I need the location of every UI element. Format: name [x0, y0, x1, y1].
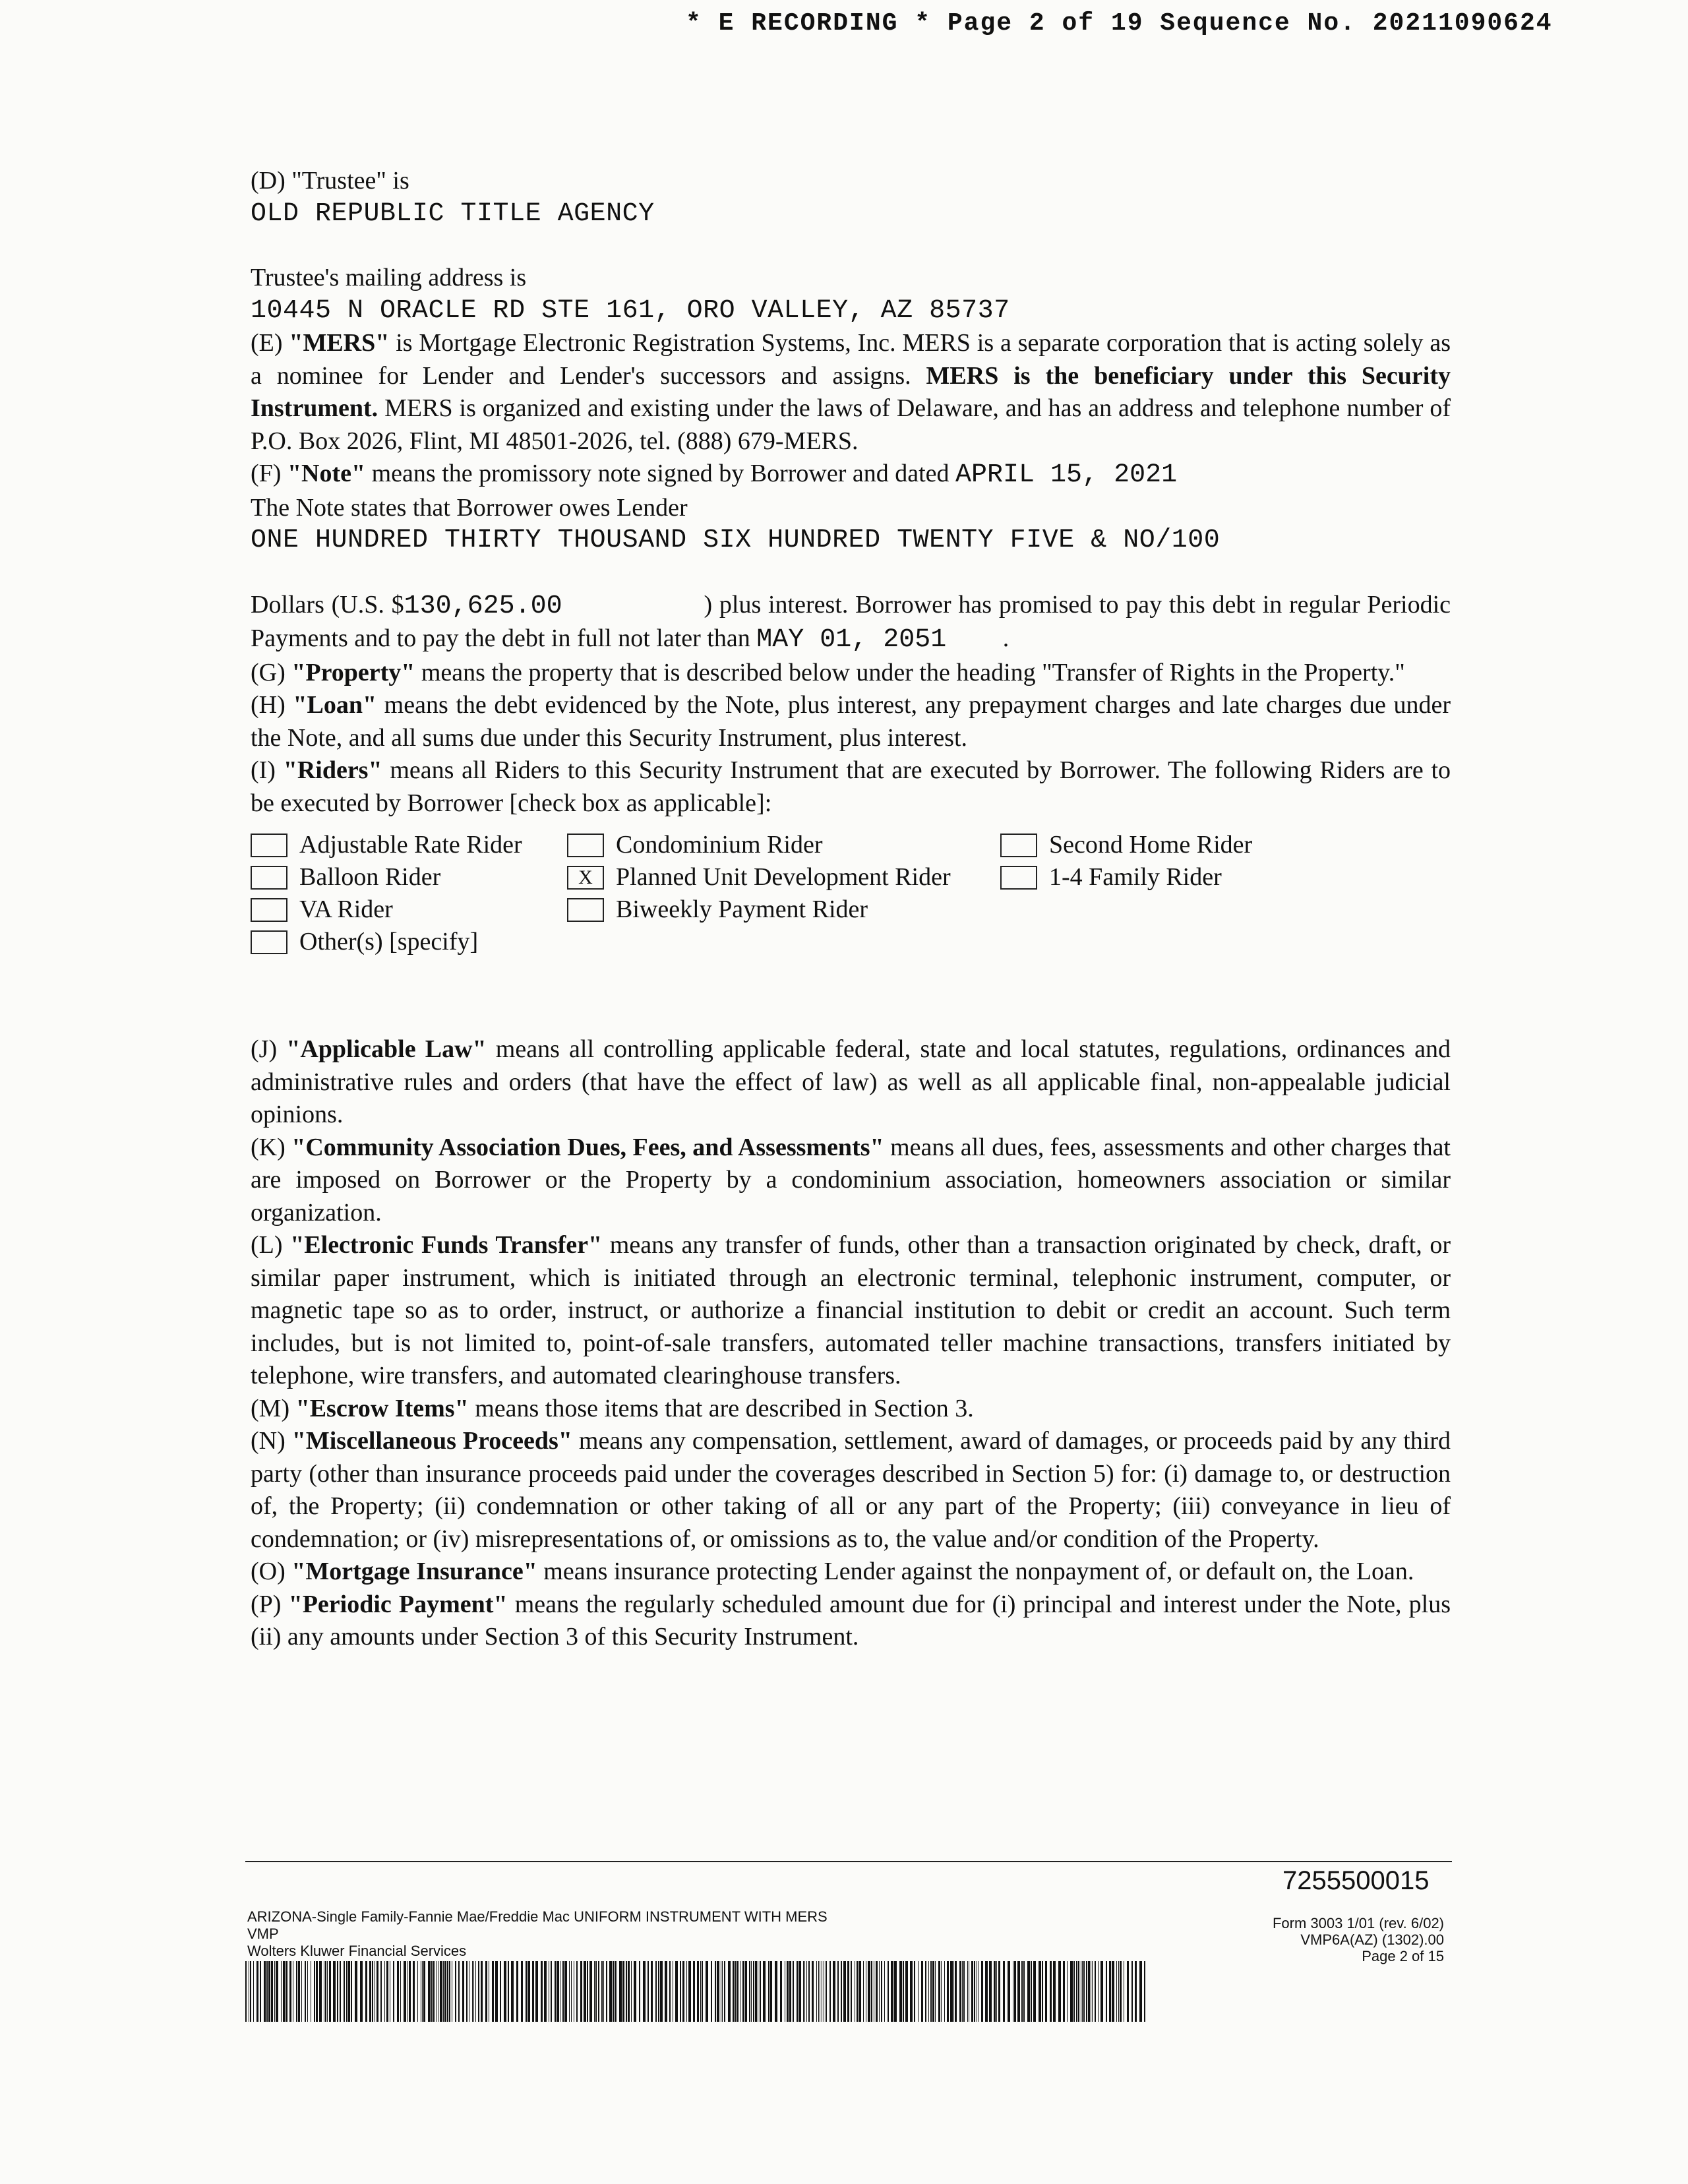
rider-checkbox[interactable] [1000, 834, 1037, 857]
form-id: Form 3003 1/01 (rev. 6/02) [1272, 1915, 1444, 1931]
footer-publisher: Wolters Kluwer Financial Services [247, 1943, 467, 1959]
barcode-icon [245, 1961, 1149, 2022]
footer-form-info [247, 1908, 828, 1960]
rider-checkbox-checked[interactable]: X [567, 866, 604, 890]
rider-1-4-family[interactable]: 1-4 Family Rider [1000, 861, 1222, 894]
document-body [251, 165, 1451, 1654]
vmp-id: VMP6A(AZ) (1302).00 [1300, 1931, 1444, 1948]
rider-checkbox[interactable] [251, 930, 287, 954]
maturity-date: MAY 01, 2051 [756, 625, 947, 655]
definition-applicable-law: (J) "Applicable Law" means all controlling applicable federal, state and local statutes, regulations, ordinances and administrative rules and orders (that have the effect of law) as well as all applicable final, non-appealable judicial opinions. [251, 1035, 1451, 1128]
rider-checkbox[interactable] [567, 898, 604, 922]
definition-escrow-items: (M) "Escrow Items" means those items that are described in Section 3. [251, 1394, 974, 1422]
footer-instrument-title: ARIZONA-Single Family-Fannie Mae/Freddie Mac UNIFORM INSTRUMENT WITH MERS [247, 1908, 828, 1925]
definition-association-dues: (K) "Community Association Dues, Fees, and Assessments" means all dues, fees, assessments and other charges that are imposed on Borrower or the Property by a condominium association, homeowners association or similar organization. [251, 1133, 1451, 1227]
note-amount: 130,625.00 [404, 591, 562, 621]
rider-second-home[interactable]: Second Home Rider [1000, 829, 1252, 861]
note-date: APRIL 15, 2021 [955, 460, 1178, 490]
rider-checkbox[interactable] [251, 866, 287, 890]
definition-riders: (I) "Riders" means all Riders to this Security Instrument that are executed by Borrower. The following Riders are to be executed by Borrower [check box as applicable]: [251, 756, 1451, 817]
trustee-label: (D) "Trustee" is [251, 167, 409, 195]
definition-note: (F) "Note" means the promissory note signed by Borrower and dated APRIL 15, 2021 [251, 460, 1178, 490]
definition-property: (G) "Property" means the property that is described below under the heading "Transfer of Rights in the Property." [251, 658, 1405, 686]
note-amount-words: ONE HUNDRED THIRTY THOUSAND SIX HUNDRED TWENTY FIVE & NO/100 [251, 526, 1221, 555]
rider-checkbox[interactable] [1000, 866, 1037, 890]
rider-balloon[interactable]: Balloon Rider [251, 861, 440, 894]
trustee-address: 10445 N ORACLE RD STE 161, ORO VALLEY, AZ 85737 [251, 295, 1010, 326]
rider-checkbox[interactable] [251, 834, 287, 857]
rider-va[interactable]: VA Rider [251, 894, 393, 926]
rider-checkbox[interactable] [567, 834, 604, 857]
rider-planned-unit-development[interactable]: X Planned Unit Development Rider [567, 861, 951, 894]
recording-header: * E RECORDING * Page 2 of 19 Sequence No. 20211090624 [686, 9, 1553, 38]
definition-mortgage-insurance: (O) "Mortgage Insurance" means insurance protecting Lender against the nonpayment of, or default on, the Loan. [251, 1558, 1414, 1585]
rider-checkbox[interactable] [251, 898, 287, 922]
definition-loan: (H) "Loan" means the debt evidenced by the Note, plus interest, any prepayment charges and late charges due under the Note, and all sums due under this Security Instrument, plus interest. [251, 691, 1451, 752]
rider-others[interactable]: Other(s) [specify] [251, 926, 478, 958]
footer-form-number [1213, 1915, 1444, 1964]
rider-biweekly-payment[interactable]: Biweekly Payment Rider [567, 894, 868, 926]
footer-divider [245, 1861, 1452, 1862]
note-dollars: Dollars (U.S. $130,625.00 ) plus interest. Borrower has promised to pay this debt in regular Periodic Payments and to pay the debt in full not later than MAY 01, 2051 . [251, 590, 1451, 655]
note-owes-label: The Note states that Borrower owes Lender [251, 493, 688, 522]
footer-vmp: VMP [247, 1926, 279, 1942]
definition-misc-proceeds: (N) "Miscellaneous Proceeds" means any compensation, settlement, award of damages, or proceeds paid by any third party (other than insurance proceeds paid under the coverages described in Section 5) for: (i) damage to, or destruction of, the Property; (ii) condemnation or other taking of all or any part of the Property; (iii) conveyance in lieu of condemnation; or (iv) misrepresentations of, or omissions as to, the value and/or condition of the Property. [251, 1427, 1451, 1553]
loan-number: 7255500015 [1282, 1866, 1430, 1895]
rider-condominium[interactable]: Condominium Rider [567, 829, 823, 861]
form-page: Page 2 of 15 [1362, 1948, 1444, 1964]
definition-periodic-payment: (P) "Periodic Payment" means the regularly scheduled amount due for (i) principal and interest under the Note, plus (ii) any amounts under Section 3 of this Security Instrument. [251, 1590, 1451, 1651]
definition-mers: (E) "MERS" is Mortgage Electronic Registration Systems, Inc. MERS is a separate corporation that is acting solely as a nominee for Lender and Lender's successors and assigns. MERS is the beneficiary under this Security Instrument. MERS is organized and existing under the laws of Delaware, and has an address and telephone number of P.O. Box 2026, Flint, MI 48501-2026, tel. (888) 679-MERS. [251, 329, 1451, 455]
trustee-name: OLD REPUBLIC TITLE AGENCY [251, 198, 655, 229]
riders-checklist [251, 829, 1451, 961]
rider-adjustable-rate[interactable]: Adjustable Rate Rider [251, 829, 522, 861]
trustee-address-label: Trustee's mailing address is [251, 264, 527, 291]
definition-eft: (L) "Electronic Funds Transfer" means any transfer of funds, other than a transaction originated by check, draft, or similar paper instrument, which is initiated through an electronic terminal, telephonic instrument, computer, or magnetic tape so as to order, instruct, or authorize a financial institution to debit or credit an account. Such term includes, but is not limited to, point-of-sale transfers, automated teller machine transactions, transfers initiated by telephone, wire transfers, and automated clearinghouse transfers. [251, 1231, 1451, 1389]
